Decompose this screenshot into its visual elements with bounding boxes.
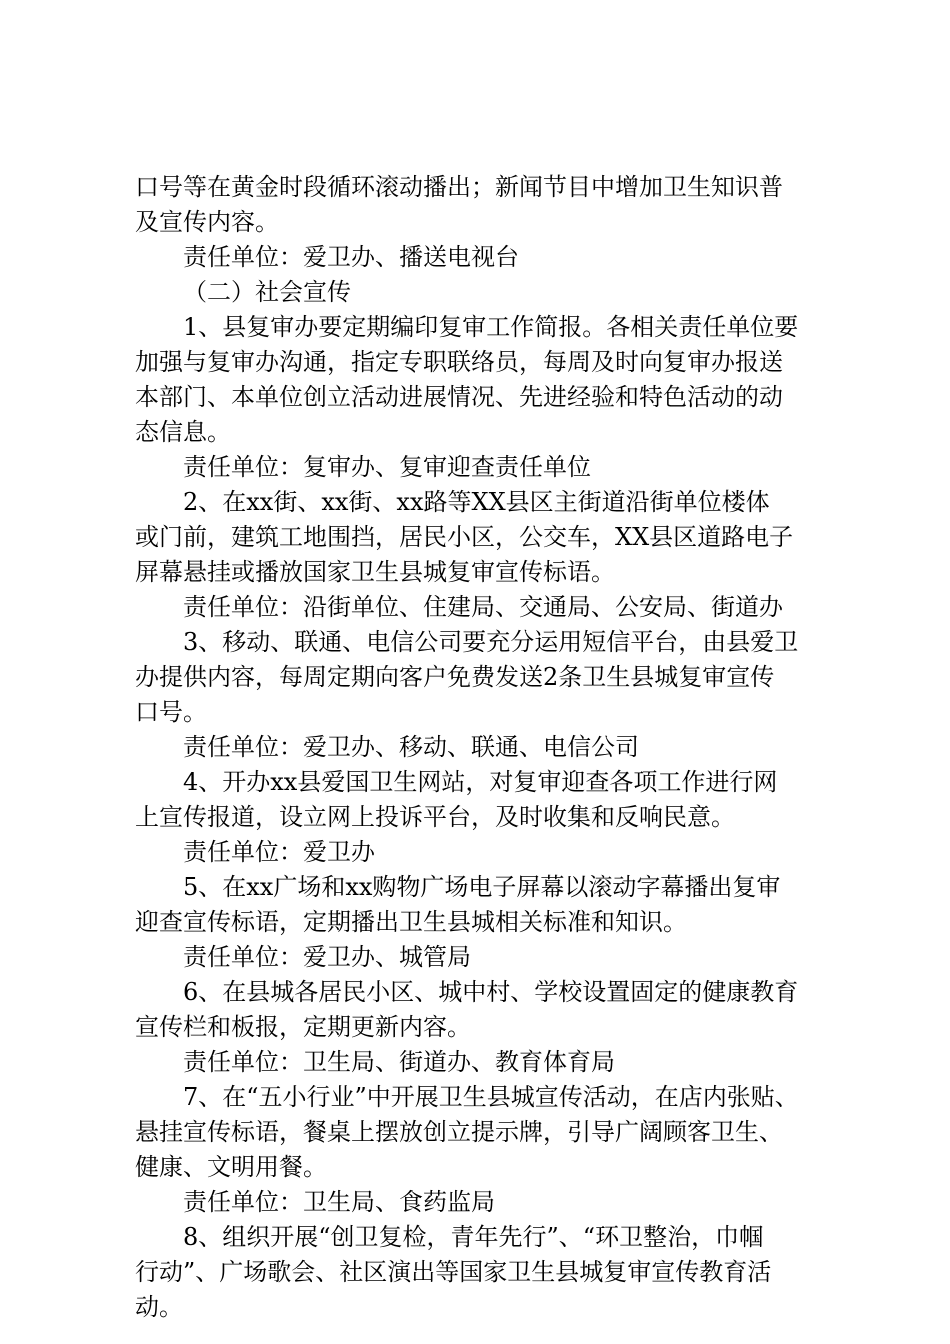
responsibility-line: 责任单位：卫生局、街道办、教育体育局 (183, 1048, 615, 1076)
text-line: 悬挂宣传标语，餐桌上摆放创立提示牌，引导广阔顾客卫生、 (135, 1118, 783, 1146)
text-line: 办提供内容，每周定期向客户免费发送2条卫生县城复审宣传 (135, 663, 775, 691)
body-text (135, 170, 835, 1325)
text-line: 4、开办xx县爱国卫生网站，对复审迎查各项工作进行网 (183, 768, 778, 796)
text-line: 5、在xx广场和xx购物广场电子屏幕以滚动字幕播出复审 (183, 873, 781, 901)
text-line: 加强与复审办沟通，指定专职联络员，每周及时向复审办报送 (135, 348, 783, 376)
responsibility-line: 责任单位：爱卫办、移动、联通、电信公司 (183, 733, 639, 761)
text-line: 行动”、广场歌会、社区演出等国家卫生县城复审宣传教育活 (135, 1258, 772, 1286)
text-line: 及宣传内容。 (135, 208, 279, 236)
responsibility-line: 责任单位：爱卫办、播送电视台 (183, 243, 519, 271)
responsibility-line: 责任单位：爱卫办、城管局 (183, 943, 471, 971)
text-line: 健康、文明用餐。 (135, 1153, 327, 1181)
responsibility-line: 责任单位：卫生局、食药监局 (183, 1188, 495, 1216)
text-line: 屏幕悬挂或播放国家卫生县城复审宣传标语。 (135, 558, 615, 586)
text-line: 口号等在黄金时段循环滚动播出；新闻节目中增加卫生知识普 (135, 173, 783, 201)
section-heading: （二）社会宣传 (183, 278, 351, 306)
text-line: 1、县复审办要定期编印复审工作简报。各相关责任单位要 (183, 313, 799, 341)
text-line: 动。 (135, 1293, 183, 1321)
text-line: 态信息。 (135, 418, 231, 446)
text-line: 8、组织开展“创卫复检，青年先行”、“环卫整治，巾帼 (183, 1223, 764, 1251)
text-line: 2、在xx街、xx街、xx路等XX县区主街道沿街单位楼体 (183, 488, 770, 516)
responsibility-line: 责任单位：沿街单位、住建局、交通局、公安局、街道办 (183, 593, 783, 621)
text-line: 3、移动、联通、电信公司要充分运用短信平台，由县爱卫 (183, 628, 799, 656)
text-line: 或门前，建筑工地围挡，居民小区，公交车，XX县区道路电子 (135, 523, 794, 551)
text-line: 6、在县城各居民小区、城中村、学校设置固定的健康教育 (183, 978, 799, 1006)
text-line: 迎查宣传标语，定期播出卫生县城相关标准和知识。 (135, 908, 687, 936)
responsibility-line: 责任单位：复审办、复审迎查责任单位 (183, 453, 591, 481)
text-line: 口号。 (135, 698, 207, 726)
text-line: 7、在“五小行业”中开展卫生县城宣传活动，在店内张贴、 (183, 1083, 799, 1111)
responsibility-line: 责任单位：爱卫办 (183, 838, 375, 866)
text-line: 上宣传报道，设立网上投诉平台，及时收集和反响民意。 (135, 803, 735, 831)
text-line: 本部门、本单位创立活动进展情况、先进经验和特色活动的动 (135, 383, 783, 411)
text-line: 宣传栏和板报，定期更新内容。 (135, 1013, 471, 1041)
